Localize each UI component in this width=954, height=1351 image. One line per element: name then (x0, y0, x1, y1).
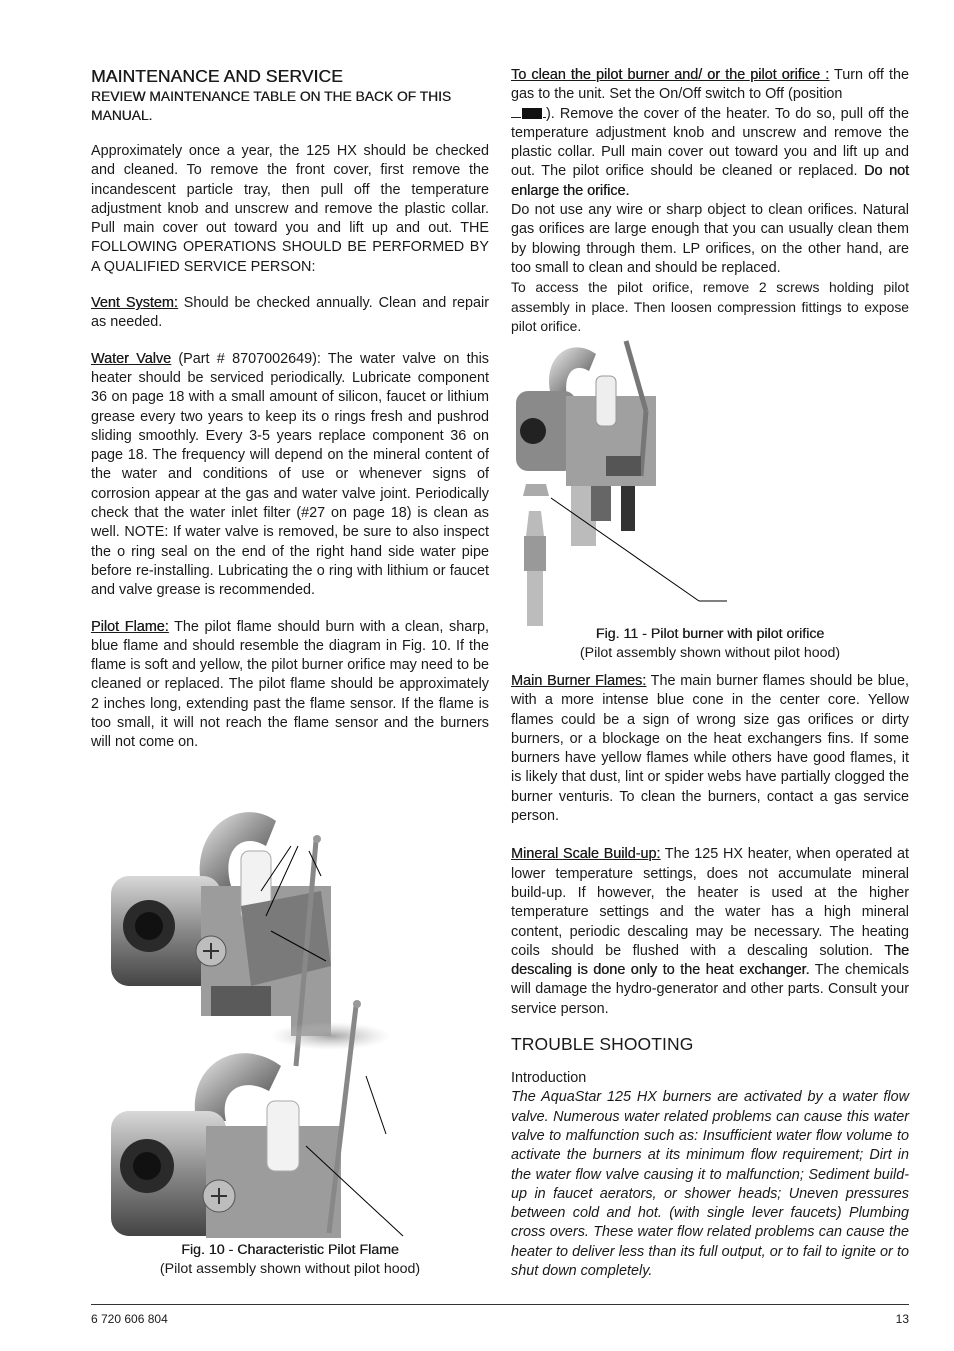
page-number: 13 (895, 1312, 909, 1326)
water-valve-text: (Part # 8707002649): The water valve on this heater should be serviced periodically. Lubricate component 36 on page 18 with a small amount of silicon, faucet or lithium grease every two years to keep its o rings fresh and pushrod sliding smoothly. Every 3-5 years replace component 36 on page 18. The frequency will depend on the mineral content of the water and conditions of use or whenever signs of corrosion appear at the gas and water valve joint. Periodically check that the water inlet filter (#27 on page 18) is clean as well. NOTE: If water valve is removed, be sure to also inspect the o ring seal on the end of the right hand side water pipe before re-installing. Lubricating the o ring with lithium or faucet and valve grease is recommended. (91, 350, 489, 599)
mineral-scale-warning: The descaling is done only to the heat exchanger. (511, 942, 909, 979)
section-title: MAINTENANCE AND SERVICE (91, 66, 343, 86)
introduction-heading: Introduction (511, 1070, 587, 1087)
fig11-photo-illustration (511, 336, 909, 628)
document-number: 6 720 606 804 (91, 1312, 168, 1326)
section-subtitle: REVIEW MAINTENANCE TABLE ON THE BACK OF THIS MANUAL. (91, 89, 452, 123)
clean-pilot-paragraph (511, 66, 909, 201)
troubleshooting-title: TROUBLE SHOOTING (511, 1034, 694, 1055)
fig10-caption: Fig. 10 - Characteristic Pilot Flame (181, 1242, 399, 1258)
pilot-burner-photo (516, 341, 656, 626)
water-valve-lead: Water Valve (91, 350, 172, 367)
fig11-caption: Fig. 11 - Pilot burner with pilot orifice (595, 626, 825, 642)
fig11-subcaption: (Pilot assembly shown without pilot hood) (579, 645, 841, 662)
fig10-caption-block (91, 1241, 489, 1280)
mineral-scale-text2: The chemicals will damage the hydro-generator and other parts. Consult your service person. (511, 962, 909, 1017)
off-switch-symbol (522, 108, 542, 119)
clean-pilot-lead: To clean the pilot burner and/ or the pilot orifice : (511, 67, 830, 83)
mineral-scale-text: The 125 HX heater, when operated at lower temperature settings, does not accumulate mineral build-up. If however, the heater is used at the higher temperature settings and the water has a high mineral content, periodic descaling may be necessary. The heating coils should be flushed with a descaling solution. (511, 846, 909, 959)
vent-lead: Vent System: (91, 295, 178, 312)
main-burner-paragraph (511, 672, 909, 826)
fig10-image (91, 766, 489, 1238)
main-burner-lead: Main Burner Flames: (511, 673, 647, 689)
mineral-scale-lead: Mineral Scale Build-up: (511, 846, 661, 863)
pilot-flame-lead: Pilot Flame: (91, 618, 169, 635)
vent-paragraph (91, 294, 489, 333)
clean-pilot-text2: ). Remove the cover of the heater. To do so, pull off the temperature adjustment knob and unscrew and remove the plastic collar. Pull main cover out toward you and lift up and out. The pilot orifice should be cleaned or replaced. (511, 105, 909, 180)
pilot-flame-shape (271, 1022, 391, 1050)
left-column (91, 66, 489, 1278)
clean-orifice-paragraph: Do not use any wire or sharp object to clean orifices. Natural gas orifices are large enough that you can usually clean them by blowing through them. LP orifices, on the other hand, are too small to clean and should be replaced. (511, 202, 909, 276)
fig10-photo-illustration (91, 766, 489, 1238)
introduction-text: The AquaStar 125 HX burners are activated by a water flow valve. Numerous water related problems can cause this water valve to malfunction such as: Insufficient water flow volume to activate the burners at its minimum flow requirement; Dirt in the water flow valve causing it to malfunction; Sediment build-up in faucet aerators, or shower heads; Uneven pressures between cold and hot. (with single lever faucets) Plumbing cross overs. These water flow related problems can cause the heater to deliver less than its full output, or to fail to ignite or to shut down completely. (511, 1089, 909, 1280)
mineral-scale-paragraph (511, 845, 909, 1019)
pilot-flame-paragraph (91, 618, 489, 753)
right-column (511, 66, 909, 1280)
fig10-subcaption: (Pilot assembly shown without pilot hood) (159, 1261, 421, 1278)
main-burner-text: The main burner flames should be blue, with a more intense blue cone in the center core. Yellow flames could be a sign of wrong size gas orifices or dirty burners, or a blockage on the heat exchangers fins. If some burners have yellow flames while others have good flames, it is likely that dust, lint or spider webs have partially clogged the burner venturis. To clean the burners, contact a gas service person. (511, 673, 909, 825)
fig11-image (511, 336, 909, 628)
fig11-caption-block (511, 625, 909, 664)
access-orifice-paragraph: To access the pilot orifice, remove 2 screws holding pilot assembly in place. Then loosen compression fittings to expose pilot orifice. (511, 279, 909, 334)
clean-pilot-text1: Turn off the gas to the unit. Set the On/Off switch to Off (position (511, 67, 909, 103)
pilot-flame-text: The pilot flame should burn with a clean, sharp, blue flame and should resemble the diagram in Fig. 10. If the flame is soft and yellow, the pilot burner orifice may need to be cleaned or replaced. The pilot flame should be approximately 2 inches long, extending past the flame sensor. If the flame is too small, it will not reach the flame sensor and the burners will not come on. (91, 618, 489, 751)
leader-line (366, 1076, 386, 1134)
intro-paragraph: Approximately once a year, the 125 HX should be checked and cleaned. To remove the front cover, first remove the incandescent particle tray, then pull off the temperature adjustment knob and unscrew and remove the plastic collar. Pull main cover out toward you and lift up and out. THE FOLLOWING OPERATIONS SHOULD BE PERFORMED BY A QUALIFIED SERVICE PERSON: (91, 143, 489, 275)
right-lower-block (511, 672, 909, 1281)
footer-divider (91, 1304, 909, 1305)
vent-text: Should be checked annually. Clean and repair as needed. (91, 295, 489, 331)
water-valve-paragraph (91, 350, 489, 601)
clean-pilot-warning: Do not enlarge the orifice. (511, 163, 909, 199)
